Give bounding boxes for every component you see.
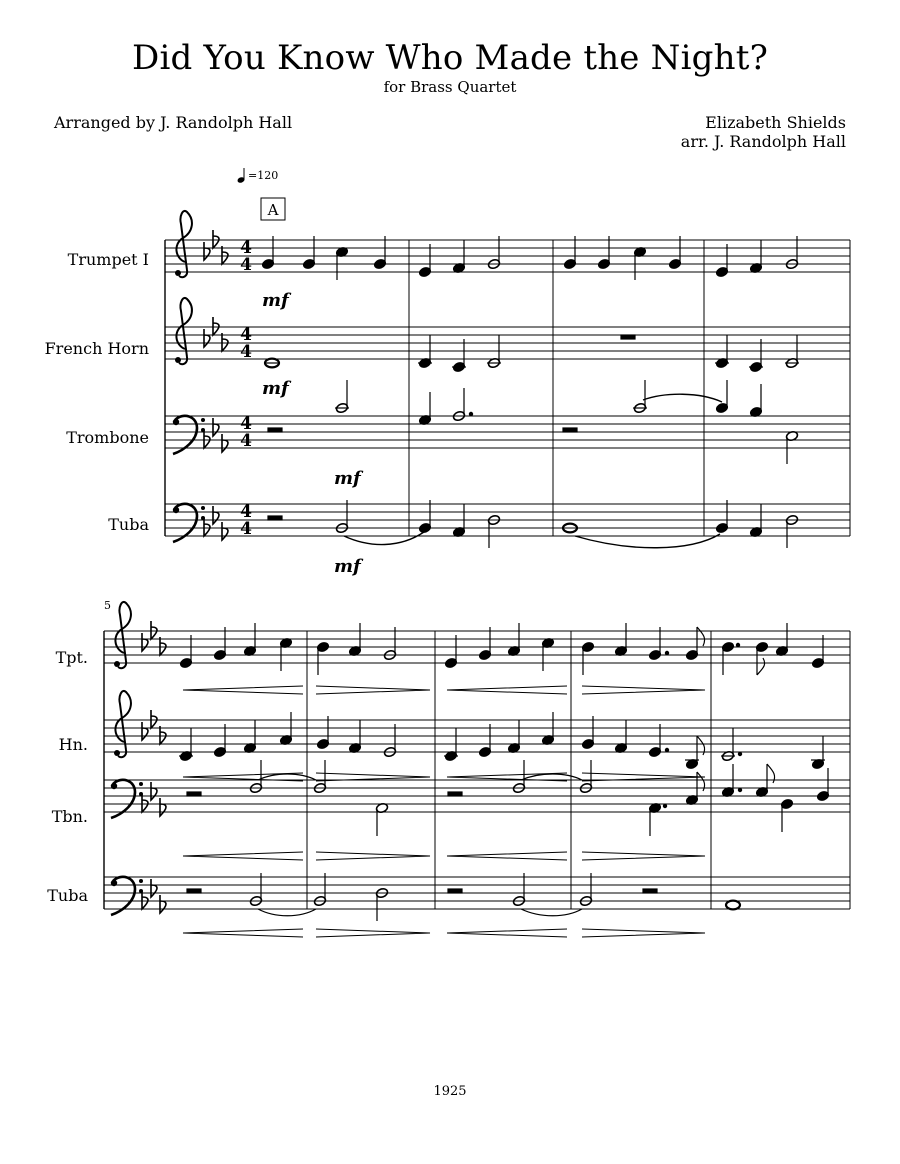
hairpins-trumpet: [183, 686, 705, 694]
treble-clef-icon: [175, 298, 192, 364]
svg-text:4: 4: [240, 414, 252, 434]
svg-text:4: 4: [240, 519, 252, 539]
system-1: [45, 211, 850, 577]
horn-notes-system-1: [264, 335, 799, 373]
arranger-credit: Arranged by J. Randolph Hall: [54, 113, 293, 132]
svg-text:4: 4: [240, 342, 252, 362]
rehearsal-mark-text: A: [267, 201, 279, 219]
instrument-label-hn: Hn.: [58, 735, 88, 754]
page-footer: 1925: [433, 1084, 467, 1099]
dynamic-mf: mf: [334, 468, 361, 489]
treble-clef-icon: [114, 602, 131, 668]
trombone-notes-system-2: [184, 760, 830, 836]
measure-number: 5: [104, 599, 111, 612]
instrument-label-trombone: Trombone: [66, 428, 149, 447]
time-signature: [240, 238, 252, 539]
hairpins-tuba: [183, 929, 705, 937]
instrument-label-tuba: Tuba: [108, 515, 149, 534]
tuba-notes-system-2: [184, 873, 740, 921]
dynamic-mf: mf: [262, 378, 289, 399]
tuba-notes-system-1: [265, 500, 799, 548]
dynamic-mf: mf: [262, 290, 289, 311]
instrument-label-trumpet: Trumpet I: [67, 250, 149, 269]
tempo-marking: [237, 168, 278, 184]
trombone-notes-system-1: [265, 380, 799, 464]
svg-text:4: 4: [240, 238, 252, 258]
instrument-label-tuba: Tuba: [47, 886, 88, 905]
svg-text:4: 4: [240, 502, 252, 522]
instrument-label-tbn: Tbn.: [51, 807, 88, 826]
composer-arranger: arr. J. Randolph Hall: [680, 132, 846, 151]
key-signature: [204, 230, 228, 540]
system-2: [47, 599, 850, 937]
svg-text:4: 4: [240, 431, 252, 451]
score-subtitle: for Brass Quartet: [383, 78, 517, 96]
score-title: Did You Know Who Made the Night?: [131, 38, 768, 78]
rehearsal-mark: [261, 198, 285, 220]
trumpet-notes-system-1: [261, 236, 798, 280]
key-signature: [142, 621, 166, 913]
dynamic-mf: mf: [334, 556, 361, 577]
tempo-text: =120: [248, 169, 279, 182]
composer-name: Elizabeth Shields: [705, 113, 846, 132]
instrument-label-horn: French Horn: [44, 339, 149, 358]
treble-clef-icon: [114, 691, 131, 757]
treble-clef-icon: [175, 211, 192, 277]
instrument-label-tpt: Tpt.: [55, 648, 88, 667]
svg-text:4: 4: [240, 325, 252, 345]
svg-text:4: 4: [240, 255, 252, 275]
hairpins-trombone: [183, 852, 705, 860]
horn-notes-system-2: [179, 712, 825, 770]
